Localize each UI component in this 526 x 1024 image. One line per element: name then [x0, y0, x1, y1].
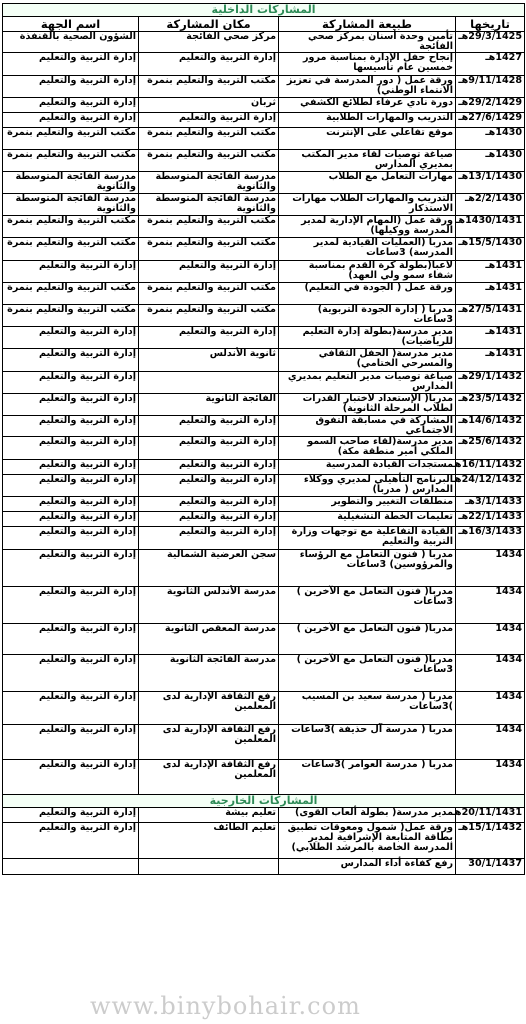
nature-cell: ورقة عمل( شمول ومعوقات تطبيق بطاقة المتابعة الإشرافية لمدير المدرسة الخاصة بالمرشد الطلابي) — [279, 823, 456, 859]
table-row — [3, 53, 525, 76]
entity-cell: إدارة التربية والتعليم — [3, 725, 139, 760]
participations-table — [2, 3, 525, 875]
entity-cell: إدارة التربية والتعليم — [3, 527, 139, 550]
entity-cell: مدرسة الفائجة المتوسطة والثانوية — [3, 194, 139, 216]
date-cell: 29/2/1429هـ — [456, 98, 525, 113]
place-cell: رفع الثقافة الإدارية لدى المعلمين — [139, 725, 279, 760]
date-cell: 1427هـ — [456, 53, 525, 76]
date-cell: 9/11/1428هـ — [456, 76, 525, 98]
table-row — [3, 527, 525, 550]
nature-cell: المشاركة في مسابقة التفوق الاجتماعي — [279, 416, 456, 437]
date-cell: 13/1/1430هـ — [456, 172, 525, 194]
date-cell: 25/6/1432هـ — [456, 437, 525, 460]
nature-cell: مدربا( فنون التعامل مع الآخرين ) 3ساعات — [279, 655, 456, 692]
table-row — [3, 194, 525, 216]
nature-cell: مدير مدرسة( بطولة ألعاب القوى) — [279, 808, 456, 823]
place-cell: إدارة التربية والتعليم — [139, 53, 279, 76]
entity-cell: الشؤون الصحية بالقنفذة — [3, 32, 139, 53]
section-title: المشاركات الداخلية — [3, 4, 525, 17]
table-row — [3, 349, 525, 372]
entity-cell: مكتب التربية والتعليم بنمرة — [3, 150, 139, 172]
place-cell: إدارة التربية والتعليم — [139, 113, 279, 128]
nature-cell: التدريب والمهارات الطلاب مهارات الاستذكار — [279, 194, 456, 216]
table-row — [3, 859, 525, 875]
date-cell: 1434 — [456, 655, 525, 692]
section-title: المشاركات الخارجية — [3, 795, 525, 808]
date-cell: 2/2/1430هـ — [456, 194, 525, 216]
nature-cell: صياغة توصيات مدير التعليم بمديري المدارس — [279, 372, 456, 394]
nature-cell: تعليمات الخطة التشغيلية — [279, 512, 456, 527]
table-row — [3, 692, 525, 725]
nature-cell: منطلقات التغيير والتطوير — [279, 497, 456, 512]
date-cell: 14/6/1432هـ — [456, 416, 525, 437]
nature-cell: رفع كفاءة أداء المدارس — [279, 859, 456, 875]
table-row — [3, 437, 525, 460]
column-header-entity: اسم الجهة — [3, 17, 139, 32]
date-cell: 1434 — [456, 692, 525, 725]
table-row — [3, 587, 525, 624]
table-row — [3, 416, 525, 437]
place-cell — [139, 859, 279, 875]
nature-cell: مدربا ( فنون التعامل مع الرؤساء والمرؤوسين) 3ساعات — [279, 550, 456, 587]
place-cell: إدارة التربية والتعليم — [139, 327, 279, 349]
date-cell: 29/1/1432هـ — [456, 372, 525, 394]
table-row — [3, 550, 525, 587]
place-cell: إدارة التربية والتعليم — [139, 527, 279, 550]
place-cell: مكتب التربية والتعليم بنمرة — [139, 216, 279, 238]
entity-cell: مكتب التربية والتعليم بنمرة — [3, 283, 139, 305]
place-cell: إدارة التربية والتعليم — [139, 497, 279, 512]
place-cell: إدارة التربية والتعليم — [139, 475, 279, 497]
date-cell: 15/5/1430هـ — [456, 238, 525, 261]
table-row — [3, 305, 525, 327]
nature-cell: تأمين وحدة أسنان بمركز صحي الفائجة — [279, 32, 456, 53]
place-cell: تعليم بيشة — [139, 808, 279, 823]
date-cell: 1430/1431هـ — [456, 216, 525, 238]
place-cell: تعليم الطائف — [139, 823, 279, 859]
entity-cell: إدارة التربية والتعليم — [3, 372, 139, 394]
entity-cell: إدارة التربية والتعليم — [3, 416, 139, 437]
section-title-row — [3, 795, 525, 808]
nature-cell: مهارات التعامل مع الطلاب — [279, 172, 456, 194]
date-cell: 27/6/1429هـ — [456, 113, 525, 128]
nature-cell: مدربا ( إدارة الجودة التربوية) 3ساعات — [279, 305, 456, 327]
table-row — [3, 808, 525, 823]
entity-cell: إدارة التربية والتعليم — [3, 497, 139, 512]
date-cell: 1431هـ — [456, 261, 525, 283]
table-row — [3, 460, 525, 475]
date-cell: 1434 — [456, 550, 525, 587]
place-cell: مدرسة المعقص الثانوية — [139, 624, 279, 655]
place-cell: إدارة التربية والتعليم — [139, 416, 279, 437]
nature-cell: مدربا ( مدرسة العوامر )3ساعات — [279, 760, 456, 795]
table-row — [3, 283, 525, 305]
date-cell: 1434 — [456, 725, 525, 760]
place-cell: إدارة التربية والتعليم — [139, 437, 279, 460]
entity-cell: مكتب التربية والتعليم بنمرة — [3, 305, 139, 327]
nature-cell: مدير مدرسة( الحفل الثقافي والمسرحي الختامي) — [279, 349, 456, 372]
entity-cell: إدارة التربية والتعليم — [3, 460, 139, 475]
watermark: www.binybohair.com — [90, 992, 361, 1020]
place-cell: مدرسة الفائجة المتوسطة والثانوية — [139, 194, 279, 216]
nature-cell: مدربا (العمليات القيادية لمدير المدرسة) 3ساعات — [279, 238, 456, 261]
date-cell: 1431هـ — [456, 349, 525, 372]
date-cell: 30/1/1437 — [456, 859, 525, 875]
column-header-date: تاريخها — [456, 17, 525, 32]
nature-cell: إنجاح حفل الإدارة بمناسبة مرور خمسين عام تأسيسها — [279, 53, 456, 76]
place-cell: مدرسة الفائجة المتوسطة والثانوية — [139, 172, 279, 194]
entity-cell: إدارة التربية والتعليم — [3, 113, 139, 128]
place-cell: مكتب التربية والتعليم بنمرة — [139, 150, 279, 172]
nature-cell: مدربا( فنون التعامل مع الآخرين ) — [279, 624, 456, 655]
entity-cell: مكتب التربية والتعليم بنمرة — [3, 216, 139, 238]
place-cell: مكتب التربية والتعليم بنمرة — [139, 238, 279, 261]
column-header-nature: طبيعة المشاركة — [279, 17, 456, 32]
table-row — [3, 823, 525, 859]
table-row — [3, 76, 525, 98]
place-cell: إدارة التربية والتعليم — [139, 460, 279, 475]
nature-cell: صياغة توصيات لقاء مدير المكتب بمديري المدارس — [279, 150, 456, 172]
entity-cell: إدارة التربية والتعليم — [3, 512, 139, 527]
nature-cell: البرنامج التأهيلي لمديري ووكلاء المدارس ( مدربا) — [279, 475, 456, 497]
date-cell: 1434 — [456, 760, 525, 795]
nature-cell: القيادة التفاعلية مع توجهات وزارة التربية والتعليم — [279, 527, 456, 550]
place-cell: مكتب التربية والتعليم بنمرة — [139, 128, 279, 150]
place-cell: الفائجة الثانوية — [139, 394, 279, 416]
table-row — [3, 32, 525, 53]
table-row — [3, 624, 525, 655]
date-cell: 15/1/1432هـ — [456, 823, 525, 859]
entity-cell: إدارة التربية والتعليم — [3, 394, 139, 416]
table-row — [3, 150, 525, 172]
table-row — [3, 372, 525, 394]
place-cell: مكتب التربية والتعليم بنمرة — [139, 76, 279, 98]
place-cell: إدارة التربية والتعليم — [139, 512, 279, 527]
nature-cell: مدربا ( مدرسة آل حذيفة )3ساعات — [279, 725, 456, 760]
date-cell: 16/3/1433هـ — [456, 527, 525, 550]
entity-cell: إدارة التربية والتعليم — [3, 808, 139, 823]
nature-cell: مدير مدرسة(لقاء صاحب السمو الملكي أمير منطقة مكة) — [279, 437, 456, 460]
entity-cell: مكتب التربية والتعليم بنمرة — [3, 238, 139, 261]
place-cell: رفع الثقافة الإدارية لدى المعلمين — [139, 760, 279, 795]
place-cell: مدرسة الفائجة الثانوية — [139, 655, 279, 692]
date-cell: 29/3/1425هـ — [456, 32, 525, 53]
entity-cell: إدارة التربية والتعليم — [3, 655, 139, 692]
nature-cell: مدربا( فنون التعامل مع الآخرين ) 3ساعات — [279, 587, 456, 624]
entity-cell: إدارة التربية والتعليم — [3, 261, 139, 283]
place-cell: ثربان — [139, 98, 279, 113]
entity-cell: إدارة التربية والتعليم — [3, 349, 139, 372]
entity-cell: إدارة التربية والتعليم — [3, 823, 139, 859]
date-cell: 1430هـ — [456, 128, 525, 150]
entity-cell — [3, 859, 139, 875]
table-row — [3, 512, 525, 527]
place-cell: مكتب التربية والتعليم بنمرة — [139, 283, 279, 305]
entity-cell: إدارة التربية والتعليم — [3, 692, 139, 725]
nature-cell: ورقة عمل ( الجودة في التعليم) — [279, 283, 456, 305]
date-cell: 16/11/1432هـ — [456, 460, 525, 475]
entity-cell: إدارة التربية والتعليم — [3, 76, 139, 98]
place-cell: ثانوية الأندلس — [139, 349, 279, 372]
entity-cell: إدارة التربية والتعليم — [3, 475, 139, 497]
place-cell: مدرسة الأندلس الثانوية — [139, 587, 279, 624]
place-cell: رفع الثقافة الإدارية لدى المعلمين — [139, 692, 279, 725]
date-cell: 27/5/1431هـ — [456, 305, 525, 327]
nature-cell: ورقة عمل (المهام الإدارية لمدير المدرسة ووكيلها) — [279, 216, 456, 238]
date-cell: 22/1/1433هـ — [456, 512, 525, 527]
nature-cell: موقع تفاعلي على الإنترنت — [279, 128, 456, 150]
entity-cell: إدارة التربية والتعليم — [3, 587, 139, 624]
date-cell: 1431هـ — [456, 283, 525, 305]
table-row — [3, 113, 525, 128]
column-header-place: مكان المشاركة — [139, 17, 279, 32]
date-cell: 23/5/1432هـ — [456, 394, 525, 416]
entity-cell: إدارة التربية والتعليم — [3, 437, 139, 460]
table-row — [3, 497, 525, 512]
table-row — [3, 128, 525, 150]
table-row — [3, 725, 525, 760]
table-row — [3, 216, 525, 238]
place-cell — [139, 372, 279, 394]
place-cell: مركز صحي الفائجة — [139, 32, 279, 53]
table-row — [3, 394, 525, 416]
table-row — [3, 475, 525, 497]
entity-cell: إدارة التربية والتعليم — [3, 327, 139, 349]
nature-cell: التدريب والمهارات الطلابية — [279, 113, 456, 128]
table-row — [3, 760, 525, 795]
date-cell: 1430هـ — [456, 150, 525, 172]
table-row — [3, 172, 525, 194]
date-cell: 24/12/1432هـ — [456, 475, 525, 497]
table-row — [3, 327, 525, 349]
entity-cell: مكتب التربية والتعليم بنمرة — [3, 128, 139, 150]
nature-cell: مدربا ( مدرسة سعيد بن المسيب )3ساعات — [279, 692, 456, 725]
entity-cell: إدارة التربية والتعليم — [3, 624, 139, 655]
nature-cell: مدير مدرسة(بطولة إدارة التعليم للرياضيات) — [279, 327, 456, 349]
entity-cell: إدارة التربية والتعليم — [3, 53, 139, 76]
date-cell: 20/11/1431هـ — [456, 808, 525, 823]
date-cell: 1431هـ — [456, 327, 525, 349]
table-row — [3, 238, 525, 261]
date-cell: 1434 — [456, 587, 525, 624]
place-cell: إدارة التربية والتعليم — [139, 261, 279, 283]
date-cell: 3/1/1433هـ — [456, 497, 525, 512]
table-row — [3, 261, 525, 283]
nature-cell: دورة نادي عرفاء لطلائع الكشفي — [279, 98, 456, 113]
entity-cell: مدرسة الفائجة المتوسطة والثانوية — [3, 172, 139, 194]
place-cell: مكتب التربية والتعليم بنمرة — [139, 305, 279, 327]
nature-cell: لاعبا(بطولة كرة القدم بمناسبة شفاء سمو ولي العهد) — [279, 261, 456, 283]
entity-cell: إدارة التربية والتعليم — [3, 550, 139, 587]
entity-cell: إدارة التربية والتعليم — [3, 760, 139, 795]
nature-cell: ورقة عمل ( دور المدرسة في تعزيز الانتماء الوطني) — [279, 76, 456, 98]
table-row — [3, 655, 525, 692]
header-row — [3, 17, 525, 32]
place-cell: سجن العرضية الشمالية — [139, 550, 279, 587]
section-title-row — [3, 4, 525, 17]
entity-cell: إدارة التربية والتعليم — [3, 98, 139, 113]
nature-cell: مستجدات القيادة المدرسية — [279, 460, 456, 475]
table-row — [3, 98, 525, 113]
date-cell: 1434 — [456, 624, 525, 655]
nature-cell: مدربا( الإستعداد لاختبار القدرات لطلاب المرحلة الثانوية) — [279, 394, 456, 416]
